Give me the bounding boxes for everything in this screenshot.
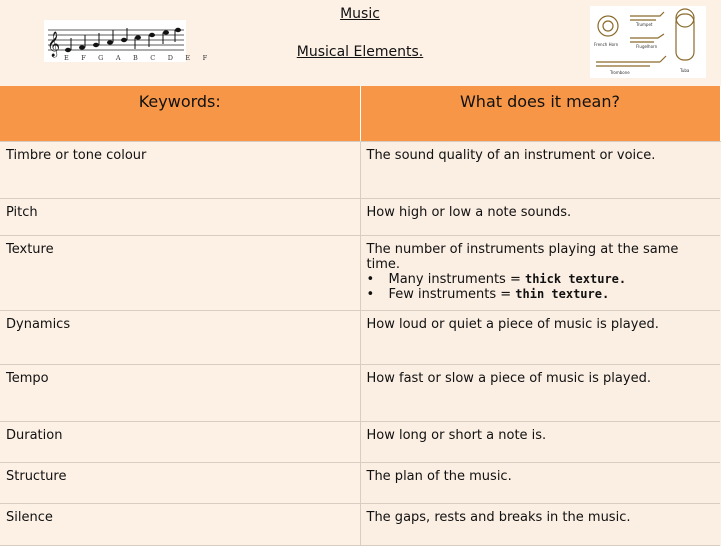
music-staff-image (44, 20, 213, 62)
definition-cell: The sound quality of an instrument or voice. (360, 142, 720, 199)
page-subtitle: Musical Elements. (296, 44, 424, 60)
bullet-prefix: Few instruments = (388, 287, 516, 302)
french-horn-label: French Horn (594, 42, 619, 47)
definition-text: The number of instruments playing at the same time. (366, 242, 679, 272)
svg-text:𝄞: 𝄞 (47, 32, 61, 57)
table-row (0, 199, 720, 236)
table-row (0, 365, 720, 422)
staff-note-letters: E F G A B C D E F (64, 54, 213, 62)
table-row (0, 504, 720, 546)
trombone-label: Trombone (610, 70, 630, 75)
definition-cell: How high or low a note sounds. (360, 199, 720, 236)
bullet-bold: thick texture. (524, 272, 627, 286)
definition-cell: How loud or quiet a piece of music is played. (360, 311, 720, 365)
bullet-bold: thin texture. (515, 287, 610, 301)
definition-cell (360, 236, 720, 311)
meaning-header: What does it mean? (360, 86, 720, 142)
keyword-cell: Texture (0, 236, 360, 311)
tuba-label: Tuba (680, 68, 690, 73)
page-title: Music (340, 6, 380, 22)
keyword-cell: Tempo (0, 365, 360, 422)
keywords-header: Keywords: (0, 86, 360, 142)
definition-cell: The plan of the music. (360, 463, 720, 504)
bullet-icon: • (366, 287, 375, 302)
table-row (0, 463, 720, 504)
brass-instruments-image (590, 6, 706, 78)
bullet-item (367, 287, 715, 302)
bullet-icon: • (366, 272, 375, 287)
elements-table (0, 86, 721, 546)
bullet-item (367, 272, 715, 287)
table-row (0, 311, 720, 365)
table-row (0, 422, 720, 463)
bullet-prefix: Many instruments = (388, 272, 525, 287)
keyword-cell: Timbre or tone colour (0, 142, 360, 199)
table-header-row (0, 86, 720, 142)
keyword-cell: Duration (0, 422, 360, 463)
table-row (0, 142, 720, 199)
keyword-cell: Pitch (0, 199, 360, 236)
keyword-cell: Structure (0, 463, 360, 504)
table-row (0, 236, 720, 311)
keyword-cell: Dynamics (0, 311, 360, 365)
trumpet-label: Trumpet (636, 22, 653, 27)
definition-cell: The gaps, rests and breaks in the music. (360, 504, 720, 546)
definition-cell: How long or short a note is. (360, 422, 720, 463)
definition-cell: How fast or slow a piece of music is played. (360, 365, 720, 422)
keyword-cell: Silence (0, 504, 360, 546)
flugelhorn-label: Flugelhorn (636, 44, 658, 49)
